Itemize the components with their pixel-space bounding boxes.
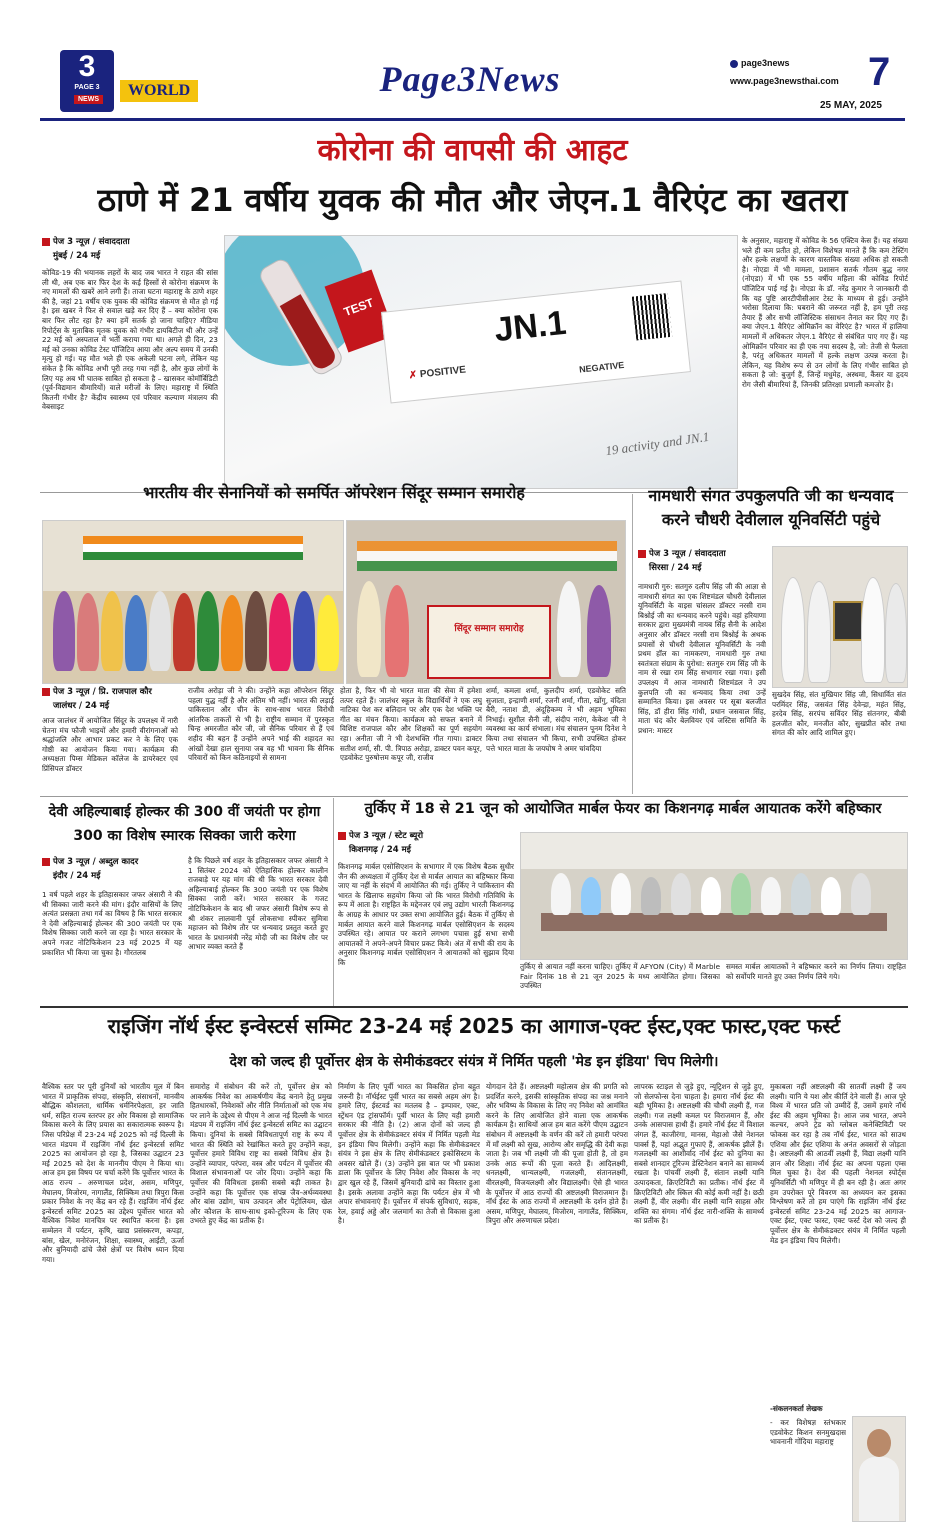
story3-photo [772,546,908,688]
person [77,593,99,671]
banner-title: सिंदूर सम्मान समारोह [454,624,524,634]
story4-byline [42,856,182,881]
person [671,873,691,915]
story6-body-col4: योगदान देते हैं। अष्टलक्ष्मी महोत्सव क्षेत्र की प्रगति को प्रदर्शित करने, इसकी सांस्कृतिक संपदा का जश्न मनाने और भविष्य के विकास के लिए नए निवेश को आमंत्रित करने के लिए आयोजित होने वाला एक आकर्षक कार्यक्रम है। साथियों आज हम बात करेंगे पीएम उद्घाटन संबोधन में अष्टलक्ष्मी के वर्णन की करें तो हमारी परंपरा में माँ लक्ष्मी को सुख, आरोग्य और समृद्धि की देवी कहा जाता है। जब भी लक्ष्मी जी की पूजा होती है, तो हम उनके आठ रूपों की पूजा करते हैं। आदिलक्ष्मी, धनलक्ष्मी, धान्यलक्ष्मी, गजलक्ष्मी, संतानलक्ष्मी, वीरलक्ष्मी, विजयलक्ष्मी और विद्यालक्ष्मी। ऐसे ही भारत के पूर्वोत्तर में आठ राज्यों की अष्टलक्ष्मी विराजमान हैं। नॉर्थ ईस्ट के आठ राज्यों में अष्टलक्ष्मी के दर्शन होते हैं। असम, मणिपुर, मेघालय, मिजोरम, नागालैंड, सिक्किम, त्रिपुरा और अरुणाचल प्रदेश। [486,1082,628,1226]
story2-headline: भारतीय वीर सेनानियों को समर्पित ऑपरेशन सिंदूर सम्मान समारोह [143,483,525,502]
column-rule [632,494,633,794]
story2-body-col2: राजीव अरोड़ा जी ने की। उन्होंने कहा ऑपरेशन सिंदूर पहला युद्ध नहीं है और अंतिम भी नहीं। भारत की लड़ाई पाकिस्तान और चीन के साथ-साथ भारत विरोधी आंतरिक ताकतों से भी है। राष्ट्रीय सम्मान में पुरस्कृत चिन्ह अमरजीत कौर जी, जो सैनिक परिवार से हैं एवं शहीद की बहन हैं उन्होंने अपने भाई की शहादत का आंखों देखा हाल सुनाया जब वह भी भावना कि सैनिक परिवारों को किन कठिनाइयों से सामना [188,686,334,763]
meeting-table [541,913,887,931]
person [149,591,171,671]
test-label-text: TEST [341,295,376,320]
person [701,877,721,915]
person [221,595,243,671]
story1-photo [224,235,738,489]
globe-icon [730,60,738,68]
masthead [40,50,905,116]
story5-photo [520,832,908,960]
logo [60,50,114,112]
person [317,595,339,671]
story1-byline [42,236,220,261]
person [557,581,581,677]
photo-bg-text: 19 activity and JN.1 [604,428,711,459]
story2-byline [42,686,182,711]
story3-byline-text: पेज 3 न्यूज़ / संवाददाता [649,549,726,559]
column-rule [333,798,334,1006]
story3-headline: नामधारी संगत उपकुलपति जी का धन्यवाद करने चौधरी देवीलाल यूनिवर्सिटी पहुंचे [648,486,894,529]
person [587,585,611,677]
story3-byline [638,548,768,573]
story5-byline-text: पेज 3 न्यूज़ / स्टेट ब्यूरो [349,831,424,841]
variant-name: JN.1 [492,303,568,350]
positive-checkbox: ✗ POSITIVE [408,364,467,382]
person [385,585,409,677]
story2-byline-text: पेज 3 न्यूज़ / प्रि. राजपाल कौर [53,687,152,697]
page-number: 7 [868,50,891,94]
story6-body-col5: लापरक स्टाइल से जुड़े हुए, न्यूट्रिशन से जुड़े हुए, जो सेलफोन्स देना चाहता है। हमारा नॉर्थ ईस्ट की बड़ी भूमिका है। अष्टलक्ष्मी की चौथी लक्ष्मी हैं, गज लक्ष्मी। गज लक्ष्मी कमल पर विराजमान हैं, और उनके आसपास हाथी हैं। हमारे नॉर्थ ईस्ट में विशाल जंगल हैं, काजीरंगा, मानस, मेहाओ जैसे नेशनल पार्क्स हैं, यहां अद्भुत गुफाएं हैं, आकर्षक झीलें हैं। गजलक्ष्मी का आशीर्वाद नॉर्थ ईस्ट को दुनिया का सबसे शानदार टूरिज्म डेस्टिनेशन बनाने का सामर्थ्य रखता है। पांचवीं लक्ष्मी हैं, संतान लक्ष्मी यानि उत्पादकता, क्रिएटिविटी का प्रतीक। नॉर्थ ईस्ट में क्रिएटिविटी और स्किल की कोई कमी नहीं है। छठी लक्ष्मी हैं, वीर लक्ष्मी। वीर लक्ष्मी यानि साहस और शक्ति का संगम। नॉर्थ ईस्ट नारी-शक्ति के सामर्थ्य का प्रतीक है। [634,1082,764,1226]
section-label: WORLD [120,80,198,102]
person [581,877,601,915]
story3-body-col1: नामधारी गुरु: सतगुरु दलीप सिंह जी की आज्ञा से नामधारी संगत का एक शिष्टमंडल चौधरी देवीलाल यूनिवर्सिटी के वाइस चांसलर डॉक्टर नरसी राम बिश्नोई जी का धन्यवाद करने पहुंचे। वहां हरियाणा सरकार द्वारा मुख्यमंत्री नायब सिंह सैनी के आदेश अनुसार और डॉक्टर नरसी राम बिश्नोई के अथक प्रयासों से चौधरी देवीलाल यूनिवर्सिटी के नवी प्रथम हॉल का नामकरण, नामधारी गुरु तथा स्वतंत्रता संग्राम के पुरोधा: सतगुरु राम सिंह जी के नाम से रखा राम सिंह सभागार रखा गया। इसी उपलक्ष्य में आज नामधारी शिष्टमंडल ने उप कुलपति जी का धन्यवाद किया तथा उन्हें सम्मानित किया। इस अवसर पर सूबा बलजीत सिंह, डॉ हीरा सिंह गांधी, प्रधान जसवाल सिंह, माता चंद कौर बेलवियर एवं जस्टिस समिति के प्रधान: मास्टर [638,582,766,735]
handle-row [730,58,790,68]
story5-dateline: किशनगढ़ / 24 मई [349,845,411,855]
person [611,873,631,915]
site-url: www.page3newsthai.com [730,76,839,86]
story6-subhead: देश को जल्द ही पूर्वोत्तर क्षेत्र के सेमीकंडक्टर संयंत्र में निर्मित पहली 'मेड इन इंडिया' चिप मिलेगी। [229,1054,719,1070]
story2-photo-right [346,520,626,684]
positive-label: POSITIVE [419,364,467,381]
specimen-label [381,280,691,403]
person [125,595,147,671]
story6-headline: राइजिंग नॉर्थ ईस्ट इन्वेस्टर्स सम्मिट 23-24 मई 2025 का आगाज-एक्ट ईस्ट,एक्ट फास्ट,एक्ट फर्स्ट [107,1014,841,1038]
story1-body-col1: कोविड-19 की भयानक लहरों के बाद जब भारत ने राहत की सांस ली थी, अब एक बार फिर देश के कई हिस्सों से कोरोना संक्रमण के नए मामलों की खबरें आने लगी हैं। ताजा घटना महाराष्ट्र के ठाणे शहर की है, जहां 21 वर्षीय एक युवक की कोविड संक्रमण से मौत हो गई है। इस खबर ने फिर से सवाल खड़े कर दिए हैं – क्या कोरोना एक बार फिर लौट रहा है? क्या हमें सतर्क हो जाना चाहिए? मीडिया रिपोर्ट्स के मुताबिक मृतक युवक को गंभीर डायबिटीज थी और उन्हें 22 मई को अस्पताल में भर्ती कराया गया था। अगले ही दिन, 23 मई को उनका कोविड टेस्ट पॉजिटिव आया और अल्प समय में उनकी मृत्यु हो गई। यह मौत भले ही एक अकेली घटना लगे, लेकिन यह संकेत है कि कोविड अभी पूरी तरह गया नहीं है, और कुछ लोगों के लिए यह अब भी घातक साबित हो सकता है – खासकर कोमॉर्बिडिटी (पूर्व-विद्यमान बीमारियों) वाले मरीजों के लिए। महाराष्ट्र में स्थिति कितनी गंभीर है? केंद्रीय स्वास्थ्य एवं परिवार कल्याण मंत्रालय की वेबसाइट [42,268,218,412]
story4-headline: देवी अहिल्याबाई होल्कर की 300 वीं जयंती पर होगा 300 का विशेष स्मारक सिक्का जारी करेगा [48,804,321,844]
story2-body-col3: होता है, फिर भी वो भारत माता की सेवा में हमेशा तत्पर रहते हैं। जालंधर स्कूल के विद्यार्थियों ने एक लघु नाटिका पेश कर बलिदान पर और एक देश भक्ति पर गीत का मंचन किया। कार्यक्रम को सफल बनाने में विशिष्ट राजपाल कौर और शिक्षकों का पूर्ण सहयोग रहा। अनीता जी ने भी देशभक्ति गीत गाया। डाक्टर सतीश शर्मा, सी. पी. त्रिपाठ अरोड़ा, डाक्टर पवन कपूर, एडवोकेट पुरुषोत्तम कपूर जी, राजीव [340,686,482,763]
person [173,593,195,671]
person [53,591,75,671]
flag-orange [83,536,303,544]
divider [40,1006,908,1008]
logo-number: 3 [78,50,96,83]
story4-dateline: इंदौर / 24 मई [53,871,101,881]
byline-marker-icon [42,858,50,866]
story5-photo-caption: तुर्किए से आयात नहीं करना चाहिए। तुर्किए में AFYON (City) में Marble Fair दिनांक 18 से 21 जून 2025 के मध्य आयोजित होगा। जिसका उपस्थित [520,962,720,991]
person [791,873,811,915]
story2-dateline: जालंधर / 24 मई [53,701,110,711]
meeting-wall [521,833,907,869]
person [861,577,885,683]
issue-date: 25 MAY, 2025 [820,100,882,111]
person [245,591,267,671]
masthead-title: Page3News [379,59,561,99]
story6-body-col6: मुकाबला नहीं अष्टलक्ष्मी की सातवीं लक्ष्मी हैं जय लक्ष्मी। यानि ये यश और कीर्ति देने वाली हैं। आज पूरे विश्व में भारत प्रति जो उम्मीदें हैं, उसमें हमारे नॉर्थ ईस्ट की अहम भूमिका है। आज जब भारत, अपने कल्चर, अपने ट्रेड को ग्लोबल कनेक्टिविटी पर फोकस कर रहा है तब नॉर्थ ईस्ट, भारत को साउथ एशिया और ईस्ट एशिया के अनंत अवसरों से जोड़ता है। अष्टलक्ष्मी की आठवीं लक्ष्मी हैं, विद्या लक्ष्मी यानि ज्ञान और शिक्षा। नॉर्थ ईस्ट का अपना पहला एम्स मिल चुका है। देश की पहली नेशनल स्पोर्ट्स यूनिवर्सिटी भी मणिपुर में ही बन रही है। अतः अगर हम उपरोक्त पूरे विवरण का अध्ययन कर इसका विश्लेषण करें तो हम पाएंगे कि राइजिंग नॉर्थ ईस्ट इन्वेस्टर्स समिट 23-24 मई 2025 का आगाज-एक्ट ईस्ट, एक्ट फास्ट, एक्ट फर्स्ट देश को जल्द ही पूर्वोत्तर क्षेत्र के सेमीकंडक्टर संयंत्र में निर्मित पहली मेड इन इंडिया चिप मिलेगी। [770,1082,906,1245]
person [551,873,571,915]
framed-portrait [833,601,863,641]
author-label: -संकलनकर्ता लेखक [770,1404,823,1413]
person [101,591,123,671]
story1-body-col3: के अनुसार, महाराष्ट्र में कोविड के 56 एक्टिव केस हैं। यह संख्या भले ही कम प्रतीत हो, लेकिन विशेषज्ञ मानते हैं कि कम टेस्टिंग और हल्के लक्षणों के कारण वास्तविक संख्या अधिक हो सकती है। नोएडा में भी मामला, प्रशासन सतर्क गौतम बुद्ध नगर (नोएडा) में भी एक 55 वर्षीय महिला की कोविड रिपोर्ट पॉजिटिव पाई गई है। नोएडा के डॉ. नरेंद्र कुमार ने जानकारी दी कि यह पुष्टि आरटीपीसीआर टेस्ट के माध्यम से हुई। उन्होंने भरोसा दिलाया कि: घबराने की जरूरत नहीं है, हम पूरी तरह तैयार हैं और सभी लॉजिस्टिक संसाधन तैनात कर दिए गए हैं। क्या जेएन.1 वैरिएंट ओमिक्रॉन का वेरिएंट है? भारत में हालिया मामलों में अधिकतर जेएन.1 वैरिएंट से संबंधित पाए गए हैं। यह ओमिक्रॉन परिवार का ही एक नया सदस्य है, जो: तेजी से फैलता है, परंतु अधिकतर मामलों में हल्के लक्षण उत्पन्न करता है। लेकिन, यह विशेष रूप से उन लोगों के लिए गंभीर साबित हो सकता है जो: बुजुर्ग हैं, जिन्हें मधुमेह, अस्थमा, कैंसर या हृदय रोग जैसी बीमारियां हैं, जिनकी प्रतिरक्षा प्रणाली कमजोर है। [742,236,908,389]
byline-marker-icon [638,550,646,558]
flags-row [357,541,617,571]
person [293,591,315,671]
person [357,581,381,677]
person [269,593,291,671]
person [197,591,219,671]
story4-body-col1: 1 वर्ष पहले शहर के इतिहासकार जफर अंसारी ने की थी सिक्का जारी करने की मांग। इंदौर वासियों के लिए अत्यंत प्रसन्नता तथा गर्व का विषय है कि भारत सरकार ने देवी अहिल्याबाई होल्कर की 300 जयंती पर एक विशेष सिक्का जारी करने जा रहा है। भारत सरकार के अपने गजट नोटिफिकेशन 23 मई 2025 में यह प्रकाशित भी किया जा चुका है। गौरतलब [42,890,182,957]
person [851,873,871,915]
story2-photo-left [42,520,344,684]
divider [40,796,908,797]
byline-marker-icon [42,688,50,696]
story5-body-col3: समस्त मार्बल आयातकों ने बहिष्कार करने का निर्णय लिया। राष्ट्रहित को सर्वोपरि मानते हुए उक्त निर्णय लिये गये। [726,962,906,981]
person [807,581,831,683]
person [885,583,907,683]
negative-label: NEGATIVE [578,359,625,375]
author-photo [852,1416,906,1522]
story6-body-col2: समारोह में संबोधन की करें तो, पूर्वोत्तर क्षेत्र को आकर्षक निवेश का आकर्षणीय केंद्र बनाने हेतु प्रमुख हितधारकों, निवेशकों और नीति निर्माताओं को एक मंच पर लाने के उद्देश्य से पीएम ने आज नई दिल्ली के भारत मंडपम में राइजिंग नॉर्थ ईस्ट इन्वेस्टर्स समिट का उद्घाटन किया। दुनियां के सबसे विविधतापूर्ण राष्ट्र के रूप में भारत की स्थिति को रेखांकित करते हुए उन्होंने कहा, पूर्वोत्तर हमारे विविध राष्ट्र का सबसे विविध क्षेत्र है। उन्होंने व्यापार, परंपरा, वस्त्र और पर्यटन में पूर्वोत्तर की विशाल संभावनाओं पर जोर दिया। उन्होंने कहा कि पूर्वोत्तर की विविधता इसकी सबसे बड़ी ताकत है। उन्होंने कहा कि पूर्वोत्तर एक संपन्न जैव-अर्थव्यवस्था और बांस उद्योग, चाय उत्पादन और पेट्रोलियम, खेल और कौशल के साथ-साथ इको-टूरिज्म के लिए एक उभरते हुए केंद्र का प्रतीक है। [190,1082,332,1226]
barcode [632,293,672,341]
flag-green [83,552,303,560]
logo-small: PAGE 3 [74,84,100,91]
story5-body-col1: किशनगढ़ मार्बल एसोसिएशन के सभागार में एक विशेष बैठक सुधीर जैन की अध्यक्षता में तुर्किए देश से मार्बल आयात का बहिष्कार किया जाए या नहीं के संदर्भ में आयोजित की गई। तुर्किए ने पाकिस्तान की भारत के खिलाफ सहयोग किया जो कि भारत विरोधी गतिविधि के रूप में आता है। राष्ट्रहित के मद्देनजर एवं लघु उद्योग भारती किशनगढ़ के आग्रह के आधार पर उक्त सभा आयोजित हुई। बैठक में तुर्किए से मार्बल आयात करने वाले किशनगढ़ मार्बल एसोसिएशन के सदस्य उपस्थित रहे। आयात पर कराने लगभग पचास हुई सभा सभी आयातकों ने अपने-अपने विचार प्रकट किये। अंत में सभी की राय के अनुसार किशनगढ़ मार्बल एसोसिएशन ने आयातकों को सुझाव दिया कि [338,862,514,967]
story1-dateline: मुंबई / 24 मई [53,251,101,261]
flag-white [83,544,303,552]
story1-headline: ठाणे में 21 वर्षीय युवक की मौत और जेएन.1 वैरिएंट का खतरा [97,181,848,219]
byline-marker-icon [338,832,346,840]
story5-byline [338,830,518,855]
person [821,877,841,915]
story2-body-col4: शर्मा, कमला शर्मा, कुलदीप शर्मा, एडवोकेट सति सुजाता, इन्द्राणी शर्मा, रजनी शर्मा, गीता, खोंगु, वंदिता बैरी, नताश डी, अंदूहिकम्य ने भी अहम भूमिका निभाई। सुशील सैनी जी, संदीप नारंग, केकेश जी ने व्यवस्था का कार्य संभाला। मंच संचालन पूनम दिनेश ने किया तथा संचालन भी किया, सभी उपस्थित होकर पत्ते भारत माता के जयघोष ने अमर चांवदिया [486,686,626,753]
logo-news: NEWS [74,95,103,104]
banner [427,605,551,679]
story3-dateline: सिरसा / 24 मई [649,563,702,573]
author-body [859,1457,899,1521]
author-desc: - कर विशेषज्ञ स्तंभकार एडवोकेट किशन सनमुखदास भावनानी गोंदिया महाराष्ट्र [770,1418,846,1447]
story5-headline: तुर्किए में 18 से 21 जून को आयोजित मार्बल फेयर का किशनगढ़ मार्बल आयातक करेंगे बहिष्कार [364,801,882,817]
person [761,877,781,915]
author-block [770,1404,906,1522]
story3-caption: सुखदेव सिंह, संत मुखियार सिंह जी, सिधार्वित संत परमिंदर सिंह, जसवंत सिंह देवेन्द्रा, महंत सिंह, हरदेव सिंह, सरपंच सविंदर सिंह संतनगर, बीबी हलजीत कौर, मनजीत कौर, सुखप्रीत कौर तथा संगत की कोर आदि शामिल हुए। [772,690,906,738]
person [641,877,661,915]
story6-body-col3: निर्माण के लिए पूर्वी भारत का विकसित होना बहुत जरूरी है। नॉर्थईस्ट पूर्वी भारत का सबसे अहम अंग है। हमारे लिए, ईस्टवर्ड का मतलब है – इम्पावर, एक्ट, स्ट्रेंथन एंड ट्रांसफॉर्म। पूर्वी भारत के लिए यही हमारी सरकार की नीति है। (2) आज दोनों को जल्द ही पूर्वोत्तर क्षेत्र के सेमीकंडक्टर संयंत्र में निर्मित पहली मेड इन इंडिया चिप मिलेगी। उन्होंने कहा कि सेमीकंडक्टर संयंत्र ने इस क्षेत्र के लिए सेमीकंडक्टर इकोसिस्टम के अवसर खोले हैं। (3) उन्होंने इस बात पर भी प्रकाश डाला कि पूर्वोत्तर के लिए निवेश और विकास के नए द्वार खुल रहे हैं, जिसमें बुनियादी ढांचे का विस्तार हुआ है। इसके अलावा उन्होंने कहा कि पर्यटन क्षेत्र में भी अपार संभावनाएं हैं। पूर्वोत्तर में संपर्क सुविधाएं, सड़क, रेल, हवाई अड्डे और जलमार्ग का तेजी से विकास हुआ है। [338,1082,480,1226]
person [731,873,751,915]
story4-body-col2: है कि पिछले वर्ष शहर के इतिहासकार जफर अंसारी ने 1 सितंबर 2024 को ऐतिहासिक होल्कर कालीन राजबाड़े पर यह मांग की थी कि भारत सरकार देवी अहिल्याबाई होल्कर कि 300 जयंती पर एक विशेष सिक्का जारी करें। भारत सरकार के गजट नोटिफिकेशन के बाद श्री जफर अंसारी विशेष रूप से श्री शंकर लालवानी पूर्व लोकसभा स्पीकर सुमित्रा महाजन को विशेष तौर पर धन्यवाद प्रस्तुत करते हुए भारत के प्रधानमंत्री नरेंद्र मोदी जी का विशेष तौर पर आभार व्यक्त करते हैं [188,856,328,952]
person [781,577,805,683]
story1-byline-text: पेज 3 न्यूज़ / संवाददाता [53,237,130,247]
handle-text: page3news [741,58,790,68]
story1-kicker: कोरोना की वापसी की आहट [317,133,628,168]
author-head [867,1429,891,1457]
story4-byline-text: पेज 3 न्यूज़ / अब्दुल कादर [53,857,139,867]
story6-body-col1: वैश्विक स्तर पर पूरी दुनियाँ को भारतीय मूल में बिन भारत में प्राकृतिक संपदा, संस्कृति, संसाधनों, मानवीय बौद्धिक कौशलता, धार्मिक धर्मनिरपेक्षता, हर जाति धर्म, सहित राज्य स्तरपर हर ओर विकास हो सामाजिक विकास करने के लिए प्रयास का सकारात्मक स्वरूप है। जिस परिप्रेक्ष में 23-24 मई 2025 को नई दिल्ली के भारत मंडपम में राइजिंग नॉर्थ ईस्ट इन्वेस्टर्स समिट 2025 का आयोजन हो रहा है, जिसका उद्घाटन 23 मई 2025 को देश के माननीय पीएम ने किया था। आज हम इस विषय पर चर्चा करेंगे कि पूर्वोत्तर भारत के आठ राज्य – अरुणाचल प्रदेश, असम, मणिपुर, मेघालय, मिजोरम, नागालैंड, सिक्किम तथा त्रिपुरा किस प्रकार निवेश के नए केंद्र बन रहे हैं। राइजिंग नॉर्थ ईस्ट इन्वेस्टर्स समिट 2025 का उद्देश्य पूर्वोत्तर भारत को वैश्विक निवेश मानचित्र पर स्थापित करना है। इस सम्मेलन में पर्यटन, कृषि, खाद्य प्रसंस्करण, कपड़ा, बांस, खेल, मनोरंजन, शिक्षा, स्वास्थ्य, आईटी, ऊर्जा और बुनियादी ढांचे जैसे क्षेत्रों पर विशेष ध्यान दिया गया। [42,1082,184,1264]
byline-marker-icon [42,238,50,246]
masthead-rule [40,118,905,121]
story2-body-col1: आज जालंधर में आयोजित सिंदूर के उपलक्ष्य में नारी चेतना मंच फौजी भाइयों और हमारी वीरांगनाओं को श्रद्धांजलि और आभार प्रकट कर ने के लिए एक गोष्ठी का आयोजन किया गया। कार्यक्रम की अध्यक्षता पिम्स मेडिकल कॉलेज के डायरेक्टर एवं प्रिंसिपल डॉक्टर [42,716,178,773]
